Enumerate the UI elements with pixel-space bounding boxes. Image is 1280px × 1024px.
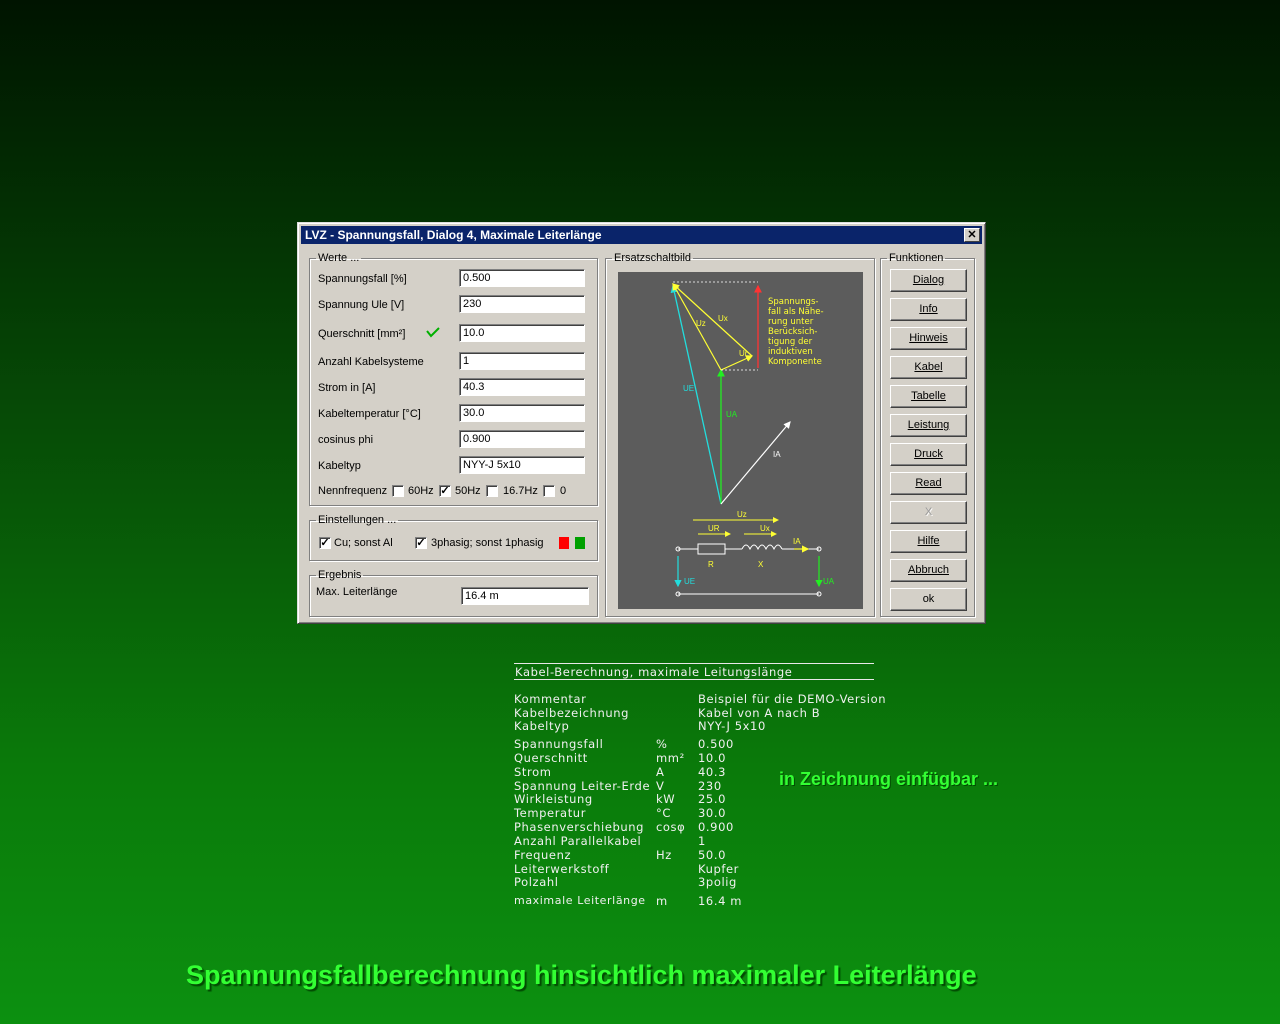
spannung-label: Spannung Ule [V] xyxy=(318,299,405,311)
cu-label: Cu; sonst Al xyxy=(334,537,393,549)
lvz-dialog xyxy=(297,222,986,624)
protocol-name: Anzahl Parallelkabel xyxy=(514,834,642,848)
protocol-name: Spannung Leiter-Erde xyxy=(514,779,651,793)
window-title: LVZ - Spannungsfall, Dialog 4, Maximale Leiterlänge xyxy=(305,228,602,242)
werte-legend: Werte ... xyxy=(318,252,360,264)
freq-16hz-checkbox[interactable] xyxy=(486,485,498,497)
protocol-rule-top xyxy=(514,663,874,664)
label-uz: Uz xyxy=(696,319,706,328)
protocol-name: Wirkleistung xyxy=(514,792,593,806)
protocol-unit: °C xyxy=(656,806,671,820)
protocol-value: 40.3 xyxy=(698,765,727,779)
kabelsysteme-input[interactable]: 1 xyxy=(459,352,585,370)
protocol-title: Kabel-Berechnung, maximale Leitungslänge xyxy=(515,665,793,679)
protocol-value: 0.900 xyxy=(698,820,734,834)
phasor-note xyxy=(768,297,824,367)
protocol-name: Spannungsfall xyxy=(514,737,604,751)
note-line: rung unter xyxy=(768,317,814,327)
kabeltemperatur-input[interactable]: 30.0 xyxy=(459,404,585,422)
hinweis-button[interactable]: Hinweis xyxy=(890,327,967,350)
protocol-result-name: maximale Leiterlänge xyxy=(514,894,646,907)
note-line: Komponente xyxy=(768,357,822,367)
label-ua-circuit: UA xyxy=(823,577,835,586)
protocol-name: Kommentar xyxy=(514,692,587,706)
red-color-swatch[interactable] xyxy=(559,537,569,549)
protocol-name: Frequenz xyxy=(514,848,572,862)
freq-60hz-label: 60Hz xyxy=(408,485,434,497)
label-ua: UA xyxy=(726,410,738,419)
insert-hint: in Zeichnung einfügbar ... xyxy=(779,769,998,789)
phase-label: 3phasig; sonst 1phasig xyxy=(431,537,544,549)
querschnitt-input[interactable]: 10.0 xyxy=(459,324,585,342)
funktionen-legend: Funktionen xyxy=(889,252,944,264)
protocol-name: Temperatur xyxy=(514,806,587,820)
label-ux-circuit: Ux xyxy=(760,524,770,533)
protocol-value: Beispiel für die DEMO-Version xyxy=(698,692,887,706)
label-ur: Ur xyxy=(739,349,748,358)
protocol-value: 25.0 xyxy=(698,792,727,806)
note-line: induktiven xyxy=(768,347,813,357)
ergebnis-legend: Ergebnis xyxy=(318,569,362,581)
kabeltyp-input[interactable]: NYY-J 5x10 xyxy=(459,456,585,474)
nennfrequenz-label: Nennfrequenz xyxy=(318,485,388,497)
freq-0-label: 0 xyxy=(560,485,567,497)
protocol-value: 50.0 xyxy=(698,848,727,862)
ok-button[interactable]: ok xyxy=(890,588,967,611)
kabeltyp-label: Kabeltyp xyxy=(318,460,361,472)
protocol-value: NYY-J 5x10 xyxy=(698,719,766,733)
freq-50hz-label: 50Hz xyxy=(455,485,481,497)
protocol-value: Kabel von A nach B xyxy=(698,706,821,720)
protocol-name: Kabelbezeichnung xyxy=(514,706,630,720)
protocol-value: 3polig xyxy=(698,875,737,889)
label-x: X xyxy=(758,560,764,569)
note-line: Spannungs- xyxy=(768,297,819,307)
protocol-rule-bottom xyxy=(514,679,874,680)
close-icon[interactable]: ✕ xyxy=(964,228,980,242)
note-line: tigung der xyxy=(768,337,813,347)
equivalent-circuit-diagram xyxy=(618,272,863,609)
kabelsysteme-label: Anzahl Kabelsysteme xyxy=(318,356,424,368)
protocol-name: Kabeltyp xyxy=(514,719,570,733)
checkmark-icon[interactable] xyxy=(426,327,440,338)
freq-60hz-checkbox[interactable] xyxy=(392,485,404,497)
freq-16hz-label: 16.7Hz xyxy=(503,485,538,497)
spannungsfall-label: Spannungsfall [%] xyxy=(318,273,407,285)
label-ur-circuit: UR xyxy=(708,524,720,533)
label-ue-circuit: UE xyxy=(684,577,696,586)
dialog-button[interactable]: Dialog xyxy=(890,269,967,292)
protocol-value: 10.0 xyxy=(698,751,727,765)
abbruch-button[interactable]: Abbruch xyxy=(890,559,967,582)
tabelle-button[interactable]: Tabelle xyxy=(890,385,967,408)
label-r: R xyxy=(708,560,714,569)
label-ia: IA xyxy=(773,450,781,459)
spannung-input[interactable]: 230 xyxy=(459,295,585,313)
protocol-value: 30.0 xyxy=(698,806,727,820)
cosphi-input[interactable]: 0.900 xyxy=(459,430,585,448)
hilfe-button[interactable]: Hilfe xyxy=(890,530,967,553)
info-button[interactable]: Info xyxy=(890,298,967,321)
note-line: fall als Nähe- xyxy=(768,307,824,317)
protocol-unit: Hz xyxy=(656,848,672,862)
protocol-value: Kupfer xyxy=(698,862,740,876)
ersatzschaltbild-legend: Ersatzschaltbild xyxy=(614,252,692,264)
protocol-unit: A xyxy=(656,765,665,779)
querschnitt-label: Querschnitt [mm²] xyxy=(318,328,406,340)
protocol-unit: V xyxy=(656,779,665,793)
freq-50hz-checkbox[interactable]: ✓ xyxy=(440,485,450,497)
protocol-result-value: 16.4 m xyxy=(698,894,743,908)
protocol-value: 1 xyxy=(698,834,706,848)
kabel-button[interactable]: Kabel xyxy=(890,356,967,379)
max-leiterlaenge-label: Max. Leiterlänge xyxy=(316,586,398,598)
kabeltemperatur-label: Kabeltemperatur [°C] xyxy=(318,408,421,420)
spannungsfall-input[interactable]: 0.500 xyxy=(459,269,585,287)
freq-0-checkbox[interactable] xyxy=(543,485,555,497)
label-ux: Ux xyxy=(718,314,728,323)
cu-checkbox[interactable]: ✓ xyxy=(320,537,330,549)
protocol-value: 0.500 xyxy=(698,737,734,751)
read-button[interactable]: Read xyxy=(890,472,967,495)
green-color-swatch[interactable] xyxy=(575,537,585,549)
protocol-unit: cosφ xyxy=(656,820,686,834)
protocol-name: Leiterwerkstoff xyxy=(514,862,610,876)
title-bar[interactable] xyxy=(301,226,982,244)
protocol-unit: % xyxy=(656,737,668,751)
protocol-value: 230 xyxy=(698,779,722,793)
protocol-name: Strom xyxy=(514,765,552,779)
x-button[interactable]: X xyxy=(890,501,967,524)
strom-label: Strom in [A] xyxy=(318,382,376,394)
cosphi-label: cosinus phi xyxy=(318,434,374,446)
protocol-unit: kW xyxy=(656,792,676,806)
protocol-unit: mm² xyxy=(656,751,685,765)
strom-input[interactable]: 40.3 xyxy=(459,378,585,396)
protocol-name: Polzahl xyxy=(514,875,559,889)
max-leiterlaenge-output[interactable]: 16.4 m xyxy=(461,587,589,605)
protocol-name: Querschnitt xyxy=(514,751,588,765)
note-line: Berücksich- xyxy=(768,327,818,337)
einstellungen-legend: Einstellungen ... xyxy=(318,514,397,526)
label-uz-circuit: Uz xyxy=(737,510,747,519)
page-caption: Spannungsfallberechnung hinsichtlich maximaler Leiterlänge xyxy=(186,960,977,990)
label-ue: UE xyxy=(683,384,695,393)
druck-button[interactable]: Druck xyxy=(890,443,967,466)
protocol-result-unit: m xyxy=(656,894,668,908)
leistung-button[interactable]: Leistung xyxy=(890,414,967,437)
label-ia-circuit: IA xyxy=(793,537,801,546)
phase-checkbox[interactable]: ✓ xyxy=(416,537,426,549)
protocol-name: Phasenverschiebung xyxy=(514,820,645,834)
